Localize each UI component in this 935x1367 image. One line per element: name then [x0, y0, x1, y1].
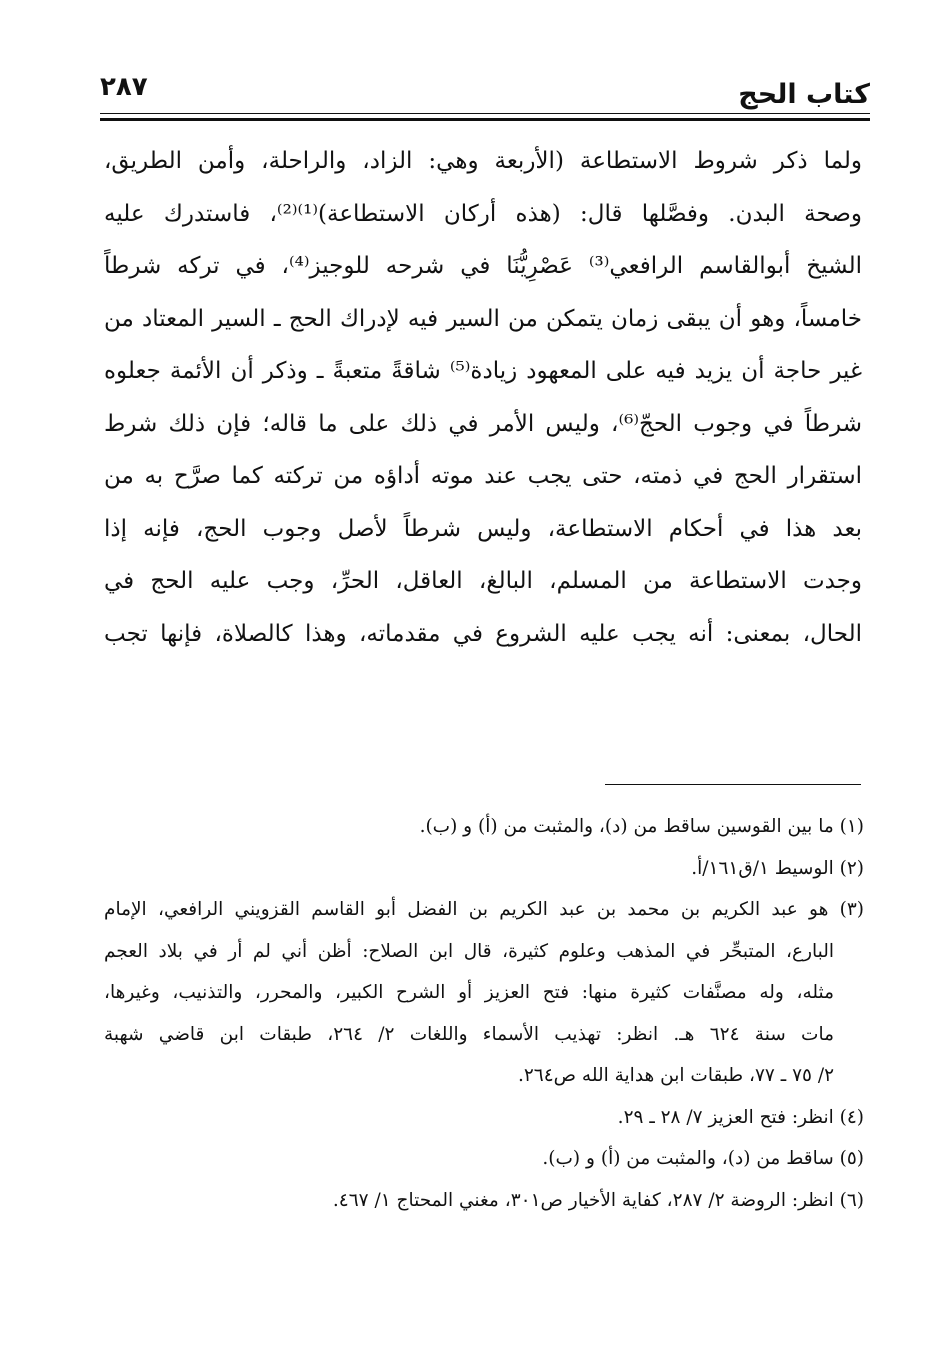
text-line: شرطاً في وجوب الحجّ⁽⁶⁾، وليس الأمر في ذلك على ما قاله؛ فإن ذلك شرط: [104, 410, 862, 437]
page-number: ٢٨٧: [100, 72, 148, 102]
footnote-2: (٢) الوسيط ١/ق١٦١/أ.: [691, 857, 864, 879]
footnotes: [104, 806, 864, 1221]
footnote-4: (٤) انظر: فتح العزيز ٧/ ٢٨ ـ ٢٩.: [617, 1106, 864, 1128]
main-text: [104, 135, 862, 660]
footnote-3-line: ٢/ ٧٥ ـ ٧٧، طبقات ابن هداية الله ص٢٦٤.: [517, 1065, 834, 1086]
text-line: الحال، بمعنى: أنه يجب عليه الشروع في مقدماته، وهذا كالصلاة، فإنها تجب: [104, 620, 862, 647]
footnote-3-line: مثله، وله مصنَّفات كثيرة منها: فتح العزيز أو الشرح الكبير، والمحرر، والتذنيب، وغيرها،: [104, 982, 834, 1003]
header-rule-thin: [100, 113, 870, 114]
footnote-5: (٥) ساقط من (د)، والمثبت من (أ) و (ب).: [542, 1148, 864, 1169]
text-line: غير حاجة أن يزيد فيه على المعهود زيادة⁽⁵⁾ شاقةً متعبةً ـ وذكر أن الأئمة جعلوه: [104, 358, 862, 384]
text-line: ولما ذكر شروط الاستطاعة (الأربعة وهي: الزاد، والراحلة، وأمن الطريق،: [104, 148, 862, 174]
footnote-3-line: البارع، المتبحِّر في المذهب وعلوم كثيرة، قال ابن الصلاح: أظن أني لم أر في بلاد العجم: [104, 940, 834, 962]
text-line: خامساً، وهو أن يبقى زمان يتمكن من السير فيه لإدراك الحج ـ السير المعتاد من: [104, 305, 862, 332]
text-line: استقرار الحج في ذمته، حتى يجب عند موته أداؤه من تركته كما صرَّح به من: [104, 463, 862, 489]
text-line: وجدت الاستطاعة من المسلم، البالغ، العاقل، الحرِّ، وجب عليه الحج في: [104, 568, 862, 594]
header-rule-thick: [100, 118, 870, 121]
text-line: بعد هذا في أحكام الاستطاعة، وليس شرطاً لأصل وجوب الحج، فإنه إذا: [104, 515, 862, 542]
footnote-1: (١) ما بين القوسين ساقط من (د)، والمثبت من (أ) و (ب).: [419, 816, 864, 837]
footnote-separator: [605, 784, 861, 785]
text-line: الشيخ أبوالقاسم الرافعي⁽³⁾ عَصْرِيُّنَا في شرحه للوجيز⁽⁴⁾، في تركه شرطاً: [104, 253, 862, 279]
text-line: وصحة البدن. وفصَّلها قال: (هذه أركان الاستطاعة)⁽¹⁾⁽²⁾، فاستدرك عليه: [104, 200, 862, 227]
footnote-6: (٦) انظر: الروضة ٢/ ٢٨٧، كفاية الأخيار ص٣٠١، مغني المحتاج ١/ ٤٦٧.: [332, 1189, 864, 1211]
footnote-3-line: (٣) هو عبد الكريم بن محمد بن عبد الكريم بن الفضل أبو القاسم القزويني الرافعي، الإمام: [104, 899, 864, 920]
footnote-3-line: مات سنة ٦٢٤ هـ. انظر: تهذيب الأسماء واللغات ٢/ ٢٦٤، طبقات ابن قاضي شهبة: [104, 1023, 834, 1045]
chapter-title: كتاب الحج: [738, 79, 870, 110]
